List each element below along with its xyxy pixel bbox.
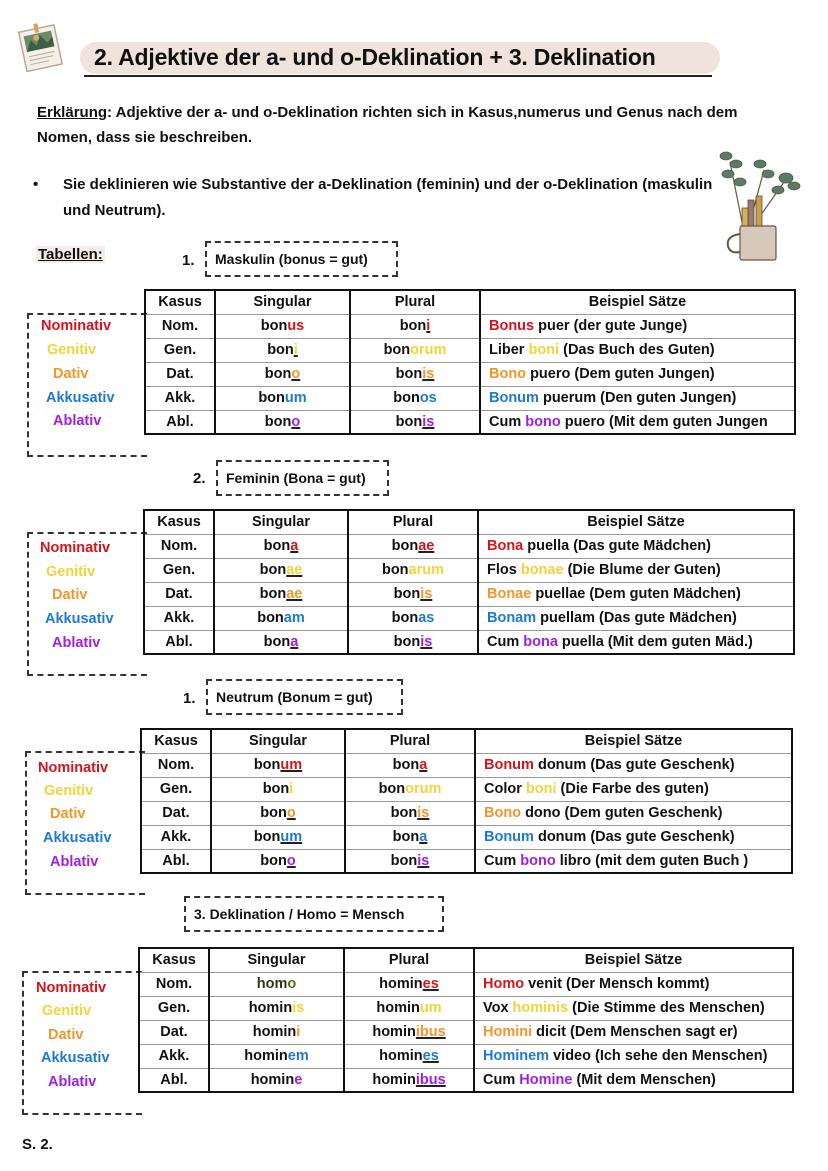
plural-cell	[348, 534, 478, 558]
column-header-beispiel: Beispiel Sätze	[478, 510, 794, 534]
example-word: bonae	[520, 562, 564, 578]
example-rest: donum (Das gute Geschenk)	[533, 829, 735, 845]
ending: a	[290, 538, 299, 554]
table-header-row	[145, 290, 795, 314]
stem: hom	[256, 976, 288, 992]
example-prefix: Cum	[484, 852, 521, 869]
table-row	[139, 1068, 793, 1092]
example-cell	[478, 534, 794, 558]
ending: os	[419, 390, 437, 406]
kasus-cell: Dat.	[139, 1020, 209, 1044]
ending: o	[291, 413, 301, 430]
singular-cell	[209, 1068, 344, 1092]
stem: bon	[260, 318, 288, 334]
title-underline	[84, 75, 712, 77]
example-cell	[478, 582, 794, 606]
stem: bon	[391, 610, 419, 626]
table-row	[141, 849, 792, 873]
case-label-akkusativ: Akkusativ	[45, 611, 114, 627]
case-label-dativ: Dativ	[53, 366, 89, 382]
stem: bon	[395, 366, 423, 382]
case-label-dativ: Dativ	[52, 587, 88, 603]
stem: bon	[263, 633, 291, 650]
ending: a	[290, 633, 299, 650]
plural-cell	[350, 410, 480, 434]
ending: orum	[410, 342, 447, 358]
bullet-marker: •	[33, 176, 39, 193]
table-row	[144, 630, 794, 654]
stem: homin	[250, 1071, 295, 1088]
section-number: 1.	[182, 252, 195, 269]
example-cell	[478, 558, 794, 582]
column-header-singular: Singular	[215, 290, 350, 314]
ending: i	[293, 342, 298, 358]
kasus-cell: Dat.	[141, 801, 211, 825]
example-word: Bonam	[487, 610, 537, 626]
singular-cell	[211, 753, 345, 777]
page-number: S. 2.	[22, 1136, 53, 1153]
example-rest: (Die Farbe des guten)	[556, 781, 709, 797]
plant-mug-icon	[712, 142, 802, 262]
kasus-cell: Abl.	[144, 630, 214, 654]
stem: bon	[264, 366, 292, 382]
case-label-ablativ: Ablativ	[53, 413, 102, 429]
explanation	[37, 100, 777, 150]
example-rest: puella (Mit dem guten Mäd.)	[557, 633, 753, 650]
example-cell	[480, 338, 795, 362]
singular-cell	[215, 386, 350, 410]
singular-cell	[215, 410, 350, 434]
section-number: 2.	[193, 470, 206, 487]
ending: ae	[286, 586, 303, 602]
kasus-cell: Dat.	[145, 362, 215, 386]
column-header-kasus: Kasus	[139, 948, 209, 972]
ending: ibus	[415, 1024, 446, 1040]
example-word: Bona	[487, 538, 524, 554]
ending: am	[283, 610, 305, 626]
column-header-singular: Singular	[214, 510, 348, 534]
example-word: bona	[523, 633, 558, 650]
kasus-cell: Akk.	[139, 1044, 209, 1068]
example-cell	[474, 1068, 793, 1092]
example-cell	[475, 825, 792, 849]
example-rest: libro (mit dem guten Buch )	[555, 852, 749, 869]
stem: bon	[383, 342, 411, 358]
ending: orum	[405, 781, 442, 797]
table-row	[144, 582, 794, 606]
table-row	[145, 314, 795, 338]
plural-cell	[350, 386, 480, 410]
stem: bon	[393, 586, 421, 602]
example-rest: puero (Dem guten Jungen)	[526, 366, 715, 382]
column-header-singular: Singular	[211, 729, 345, 753]
example-word: Bonum	[484, 757, 534, 773]
stem: homin	[376, 1000, 420, 1016]
stem: bon	[257, 610, 284, 626]
stem: homin	[248, 1000, 293, 1016]
ending: um	[280, 757, 303, 773]
example-cell	[474, 972, 793, 996]
table-row	[141, 825, 792, 849]
plural-cell	[345, 777, 475, 801]
case-label-dativ: Dativ	[48, 1027, 84, 1043]
section-heading-maskulin: Maskulin (bonus = gut)	[205, 241, 398, 277]
table-row	[141, 801, 792, 825]
ending: um	[280, 829, 303, 845]
stem: bon	[378, 781, 406, 797]
example-rest: (Das Buch des Guten)	[559, 342, 715, 358]
table-row	[144, 558, 794, 582]
singular-cell	[211, 825, 345, 849]
declension-table-maskulin	[144, 289, 796, 435]
plural-cell	[350, 362, 480, 386]
case-label-akkusativ: Akkusativ	[41, 1050, 110, 1066]
example-rest: donum (Das gute Geschenk)	[533, 757, 735, 773]
kasus-cell: Nom.	[139, 972, 209, 996]
kasus-cell: Nom.	[145, 314, 215, 338]
stem: bon	[393, 633, 421, 650]
case-label-akkusativ: Akkusativ	[43, 830, 112, 846]
plural-cell	[344, 996, 474, 1020]
stem: bon	[258, 390, 285, 406]
plural-cell	[348, 558, 478, 582]
column-header-beispiel: Beispiel Sätze	[480, 290, 795, 314]
declension-table-3-deklination	[138, 947, 794, 1093]
section-heading-feminin: Feminin (Bona = gut)	[216, 460, 389, 496]
example-word: boni	[528, 342, 560, 358]
table-row	[145, 338, 795, 362]
section-heading-neutrum: Neutrum (Bonum = gut)	[206, 679, 403, 715]
example-cell	[475, 801, 792, 825]
plural-cell	[345, 753, 475, 777]
plural-cell	[350, 338, 480, 362]
table-header-row	[144, 510, 794, 534]
example-word: bono	[520, 852, 556, 869]
case-label-genitiv: Genitiv	[46, 564, 96, 580]
table-row	[144, 534, 794, 558]
kasus-cell: Abl.	[141, 849, 211, 873]
stem: homin	[252, 1024, 297, 1040]
example-prefix: Cum	[483, 1071, 520, 1088]
column-header-kasus: Kasus	[144, 510, 214, 534]
kasus-cell: Akk.	[144, 606, 214, 630]
ending: a	[419, 829, 428, 845]
ending: em	[287, 1048, 309, 1064]
ending: i	[289, 781, 294, 797]
stem: bon	[392, 757, 420, 773]
example-word: boni	[525, 781, 557, 797]
example-cell	[474, 1020, 793, 1044]
stem: bon	[264, 413, 292, 430]
example-word: Bonus	[489, 318, 535, 334]
ending: as	[418, 610, 435, 626]
example-cell	[480, 410, 795, 434]
plural-cell	[348, 630, 478, 654]
table-row	[141, 753, 792, 777]
bullet-text: Sie deklinieren wie Substantive der a-Deklination (feminin) und der o-Deklination (maskulin und Neutrum).	[63, 176, 713, 219]
stem: bon	[253, 829, 281, 845]
example-cell	[475, 777, 792, 801]
example-cell	[475, 849, 792, 873]
example-word: Bonae	[487, 586, 532, 602]
example-word: Homo	[483, 976, 525, 992]
example-rest: dicit (Dem Menschen sagt er)	[532, 1024, 738, 1040]
stem: bon	[253, 757, 281, 773]
kasus-cell: Gen.	[139, 996, 209, 1020]
singular-cell	[214, 630, 348, 654]
case-label-genitiv: Genitiv	[42, 1003, 92, 1019]
table-row	[139, 972, 793, 996]
singular-cell	[211, 849, 345, 873]
plural-cell	[345, 825, 475, 849]
example-rest: puellae (Dem guten Mädchen)	[531, 586, 741, 602]
stem: bon	[393, 390, 420, 406]
case-label-ablativ: Ablativ	[48, 1074, 97, 1090]
ending: is	[422, 366, 435, 382]
column-header-plural: Plural	[344, 948, 474, 972]
example-word: Homini	[483, 1024, 533, 1040]
table-row	[139, 1020, 793, 1044]
example-prefix: Color	[484, 781, 526, 797]
ending: es	[422, 1048, 439, 1064]
ending: o	[286, 852, 296, 869]
case-label-dativ: Dativ	[50, 806, 86, 822]
stem: bon	[262, 781, 290, 797]
ending: o	[291, 366, 301, 382]
example-prefix: Liber	[489, 342, 529, 358]
ending: is	[417, 852, 430, 869]
stem: bon	[395, 413, 423, 430]
plural-cell	[350, 314, 480, 338]
column-header-beispiel: Beispiel Sätze	[475, 729, 792, 753]
ending: is	[420, 586, 433, 602]
singular-cell	[215, 362, 350, 386]
kasus-cell: Gen.	[144, 558, 214, 582]
tables-label: Tabellen:	[38, 246, 103, 263]
case-label-genitiv: Genitiv	[44, 783, 94, 799]
ending: is	[417, 805, 430, 821]
ending: is	[420, 633, 433, 650]
kasus-cell: Nom.	[141, 753, 211, 777]
stem: homin	[379, 976, 423, 992]
declension-table-neutrum	[140, 728, 793, 874]
example-rest: venit (Der Mensch kommt)	[524, 976, 710, 992]
plural-cell	[344, 1020, 474, 1044]
example-cell	[480, 362, 795, 386]
kasus-cell: Dat.	[144, 582, 214, 606]
example-word: Bono	[484, 805, 522, 821]
example-word: Hominem	[483, 1048, 550, 1064]
plural-cell	[344, 1068, 474, 1092]
ending: arum	[408, 562, 445, 578]
plural-cell	[348, 606, 478, 630]
example-rest: dono (Dem guten Geschenk)	[521, 805, 723, 821]
singular-cell	[214, 534, 348, 558]
ending: is	[422, 413, 435, 430]
table-row	[145, 362, 795, 386]
example-rest: puer (der gute Junge)	[534, 318, 688, 334]
ending: ae	[418, 538, 435, 554]
stem: bon	[392, 829, 420, 845]
ending: us	[287, 318, 305, 334]
table-row	[141, 777, 792, 801]
stem: bon	[381, 562, 409, 578]
explanation-label: Erklärung	[37, 104, 108, 121]
ending: i	[426, 318, 431, 334]
case-label-ablativ: Ablativ	[52, 635, 101, 651]
ending: um	[284, 390, 307, 406]
plural-cell	[345, 801, 475, 825]
example-word: Bonum	[484, 829, 534, 845]
plural-cell	[348, 582, 478, 606]
column-header-kasus: Kasus	[145, 290, 215, 314]
singular-cell	[214, 606, 348, 630]
ending: e	[294, 1071, 303, 1088]
example-prefix: Flos	[487, 562, 521, 578]
stem: bon	[390, 805, 418, 821]
example-word: hominis	[512, 1000, 569, 1016]
case-label-ablativ: Ablativ	[50, 854, 99, 870]
example-cell	[478, 630, 794, 654]
ending: is	[292, 1000, 305, 1016]
bullet-point	[33, 172, 713, 224]
example-cell	[474, 996, 793, 1020]
column-header-plural: Plural	[345, 729, 475, 753]
section-number: 1.	[183, 690, 196, 707]
kasus-cell: Akk.	[141, 825, 211, 849]
example-rest: puerum (Den guten Jungen)	[538, 390, 737, 406]
stem: bon	[259, 586, 287, 602]
plural-cell	[344, 1044, 474, 1068]
table-row	[145, 386, 795, 410]
example-cell	[478, 606, 794, 630]
example-cell	[480, 314, 795, 338]
ending: o	[286, 805, 296, 821]
column-header-plural: Plural	[350, 290, 480, 314]
singular-cell	[209, 972, 344, 996]
ending: um	[419, 1000, 442, 1016]
singular-cell	[215, 338, 350, 362]
column-header-plural: Plural	[348, 510, 478, 534]
ending: ae	[286, 562, 303, 578]
case-label-akkusativ: Akkusativ	[46, 390, 115, 406]
kasus-cell: Gen.	[141, 777, 211, 801]
stem: homin	[379, 1048, 423, 1064]
stem: bon	[399, 318, 427, 334]
column-header-beispiel: Beispiel Sätze	[474, 948, 793, 972]
stem: homin	[372, 1071, 416, 1088]
example-rest: puella (Das gute Mädchen)	[523, 538, 711, 554]
kasus-cell: Gen.	[145, 338, 215, 362]
example-prefix: Cum	[487, 633, 524, 650]
table-row	[139, 996, 793, 1020]
example-prefix: Vox	[483, 1000, 513, 1016]
table-header-row	[141, 729, 792, 753]
column-header-singular: Singular	[209, 948, 344, 972]
case-label-nominativ: Nominativ	[40, 540, 111, 556]
stem: bon	[260, 852, 287, 869]
stem: bon	[391, 538, 419, 554]
case-label-genitiv: Genitiv	[47, 342, 97, 358]
case-label-nominativ: Nominativ	[41, 318, 112, 334]
example-word: bono	[525, 413, 561, 430]
singular-cell	[209, 1020, 344, 1044]
table-header-row	[139, 948, 793, 972]
kasus-cell: Nom.	[144, 534, 214, 558]
singular-cell	[211, 801, 345, 825]
example-prefix: Cum	[489, 413, 526, 430]
kasus-cell: Abl.	[139, 1068, 209, 1092]
example-cell	[474, 1044, 793, 1068]
example-word: Bono	[489, 366, 527, 382]
stem: bon	[267, 342, 294, 358]
stem: homin	[244, 1048, 288, 1064]
case-label-nominativ: Nominativ	[38, 760, 109, 776]
column-header-kasus: Kasus	[141, 729, 211, 753]
singular-cell	[211, 777, 345, 801]
kasus-cell: Abl.	[145, 410, 215, 434]
stem: bon	[263, 538, 291, 554]
example-rest: puellam (Das gute Mädchen)	[536, 610, 737, 626]
declension-table-feminin	[143, 509, 795, 655]
stem: bon	[390, 852, 418, 869]
example-rest: (Die Blume der Guten)	[563, 562, 721, 578]
stem: homin	[372, 1024, 416, 1040]
section-heading-3-deklination: 3. Deklination / Homo = Mensch	[184, 896, 444, 932]
ending: i	[296, 1024, 301, 1040]
case-label-nominativ: Nominativ	[36, 980, 107, 996]
example-rest: (Die Stimme des Menschen)	[568, 1000, 765, 1016]
singular-cell	[209, 996, 344, 1020]
example-rest: video (Ich sehe den Menschen)	[549, 1048, 768, 1064]
example-rest: (Mit dem Menschen)	[572, 1071, 716, 1088]
example-word: Homine	[519, 1071, 573, 1088]
kasus-cell: Akk.	[145, 386, 215, 410]
singular-cell	[215, 314, 350, 338]
example-word: Bonum	[489, 390, 539, 406]
stem: bon	[260, 805, 287, 821]
example-cell	[475, 753, 792, 777]
table-row	[139, 1044, 793, 1068]
ending: o	[287, 976, 297, 992]
ending: a	[419, 757, 428, 773]
page-title: 2. Adjektive der a- und o-Deklination + 3. Deklination	[94, 44, 656, 70]
table-row	[145, 410, 795, 434]
plural-cell	[344, 972, 474, 996]
plural-cell	[345, 849, 475, 873]
photo-note-icon	[16, 20, 66, 72]
stem: bon	[259, 562, 287, 578]
ending: es	[422, 976, 439, 992]
case-legend-box	[27, 313, 147, 457]
table-row	[144, 606, 794, 630]
singular-cell	[209, 1044, 344, 1068]
example-rest: puero (Mit dem guten Jungen	[560, 413, 768, 430]
singular-cell	[214, 558, 348, 582]
ending: ibus	[415, 1071, 446, 1088]
explanation-text: : Adjektive der a- und o-Deklination richten sich in Kasus,numerus und Genus nach dem Nomen, dass sie beschreiben.	[37, 104, 738, 146]
singular-cell	[214, 582, 348, 606]
example-cell	[480, 386, 795, 410]
